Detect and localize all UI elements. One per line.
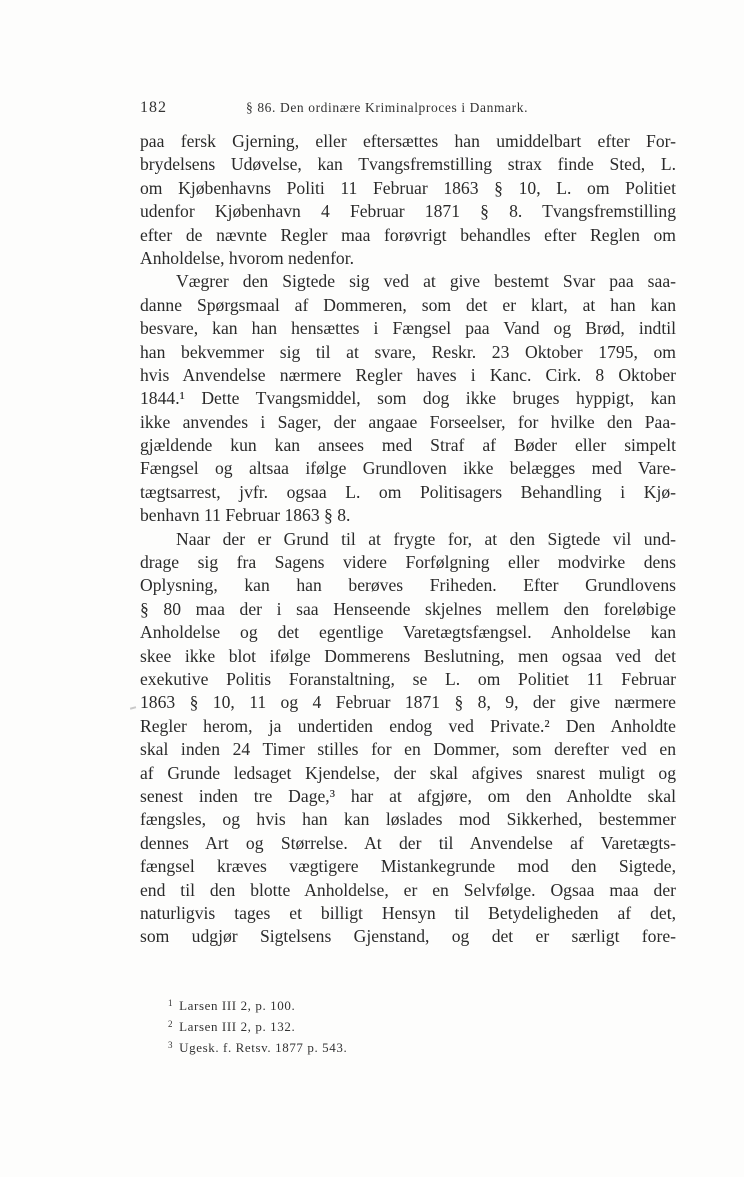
footnote-mark: 3 bbox=[168, 1040, 174, 1050]
text-line: Anholdelse og det egentlige Varetægtsfængsel. Anholdelse kan bbox=[140, 622, 676, 643]
text-line: Regler herom, ja undertiden endog ved Private.² Den Anholdte bbox=[140, 715, 676, 736]
text-line: Oplysning, kan han berøves Friheden. Efter Grundlovens bbox=[140, 575, 676, 596]
text-line: Fængsel og altsaa ifølge Grundloven ikke belægges med Vare- bbox=[140, 458, 676, 479]
footnotes bbox=[168, 995, 468, 1058]
body-text bbox=[140, 130, 676, 949]
footnote bbox=[168, 1037, 468, 1058]
text-line: fængsel kræves vægtigere Mistankegrunde mod den Sigtede, bbox=[140, 856, 676, 877]
text-line: besvare, kan han hensættes i Fængsel paa Vand og Brød, indtil bbox=[140, 318, 676, 339]
text-line: benhavn 11 Februar 1863 § 8. bbox=[140, 505, 351, 526]
text-line: udenfor Kjøbenhavn 4 Februar 1871 § 8. Tvangsfremstilling bbox=[140, 201, 676, 222]
page-number: 182 bbox=[140, 99, 167, 116]
text-line: tægtsarrest, jvfr. ogsaa L. om Politisagers Behandling i Kjø- bbox=[140, 481, 676, 502]
text-line: af Grunde ledsaget Kjendelse, der skal afgives snarest muligt og bbox=[140, 762, 676, 783]
text-line: fængsles, og hvis han kan løslades mod Sikkerhed, bestemmer bbox=[140, 809, 676, 830]
text-line: drage sig fra Sagens videre Forfølgning eller modvirke dens bbox=[140, 552, 676, 573]
footnote bbox=[168, 1016, 468, 1037]
text-line: gjældende kun kan ansees med Straf af Bøder eller simpelt bbox=[140, 435, 676, 456]
text-line: om Kjøbenhavns Politi 11 Februar 1863 § 10, L. om Politiet bbox=[140, 177, 676, 198]
text-line: skal inden 24 Timer stilles for en Dommer, som derefter ved en bbox=[140, 739, 676, 760]
text-line: brydelsens Udøvelse, kan Tvangsfremstilling strax finde Sted, L. bbox=[140, 154, 676, 175]
text-line: Naar der er Grund til at frygte for, at den Sigtede vil und- bbox=[176, 528, 676, 549]
text-line: danne Spørgsmaal af Dommeren, som det er klart, at han kan bbox=[140, 294, 676, 315]
text-line: § 80 maa der i saa Henseende skjelnes mellem den foreløbige bbox=[140, 598, 676, 619]
footnote-text: Ugesk. f. Retsv. 1877 p. 543. bbox=[179, 1040, 348, 1055]
text-line: end til den blotte Anholdelse, er en Selvfølge. Ogsaa maa der bbox=[140, 879, 676, 900]
text-line: 1863 § 10, 11 og 4 Februar 1871 § 8, 9, der give nærmere bbox=[140, 692, 676, 713]
text-line: dennes Art og Størrelse. At der til Anvendelse af Varetægts- bbox=[140, 832, 676, 853]
text-line: exekutive Politis Foranstaltning, se L. om Politiet 11 Februar bbox=[140, 668, 676, 689]
text-line: som udgjør Sigtelsens Gjenstand, og det er særligt fore- bbox=[140, 926, 676, 947]
text-line: ikke anvendes i Sager, der angaae Forseelser, for hvilke den Paa- bbox=[140, 411, 676, 432]
footnote-mark: 2 bbox=[168, 1019, 174, 1029]
text-line: han bekvemmer sig til at svare, Reskr. 23 Oktober 1795, om bbox=[140, 341, 676, 362]
text-line: skee ikke blot ifølge Dommerens Beslutning, men ogsaa ved det bbox=[140, 645, 676, 666]
running-head bbox=[140, 99, 620, 121]
text-line: Anholdelse, hvorom nedenfor. bbox=[140, 247, 355, 268]
footnote-mark: 1 bbox=[168, 998, 174, 1008]
text-line: 1844.¹ Dette Tvangsmiddel, som dog ikke bruges hyppigt, kan bbox=[140, 388, 676, 409]
running-title: § 86. Den ordinære Kriminalproces i Danmark. bbox=[246, 100, 529, 115]
print-speck bbox=[130, 706, 136, 709]
text-line: hvis Anvendelse nærmere Regler haves i Kanc. Cirk. 8 Oktober bbox=[140, 364, 676, 385]
text-line: senest inden tre Dage,³ har at afgjøre, om den Anholdte skal bbox=[140, 785, 676, 806]
footnote-text: Larsen III 2, p. 132. bbox=[179, 1019, 296, 1034]
footnote-text: Larsen III 2, p. 100. bbox=[179, 998, 296, 1013]
text-line: naturligvis tages et billigt Hensyn til Betydeligheden af det, bbox=[140, 902, 676, 923]
text-line: Vægrer den Sigtede sig ved at give bestemt Svar paa saa- bbox=[176, 271, 676, 292]
text-line: efter de nævnte Regler maa forøvrigt behandles efter Reglen om bbox=[140, 224, 676, 245]
footnote bbox=[168, 995, 468, 1016]
text-line: paa fersk Gjerning, eller eftersættes han umiddelbart efter For- bbox=[140, 131, 676, 151]
